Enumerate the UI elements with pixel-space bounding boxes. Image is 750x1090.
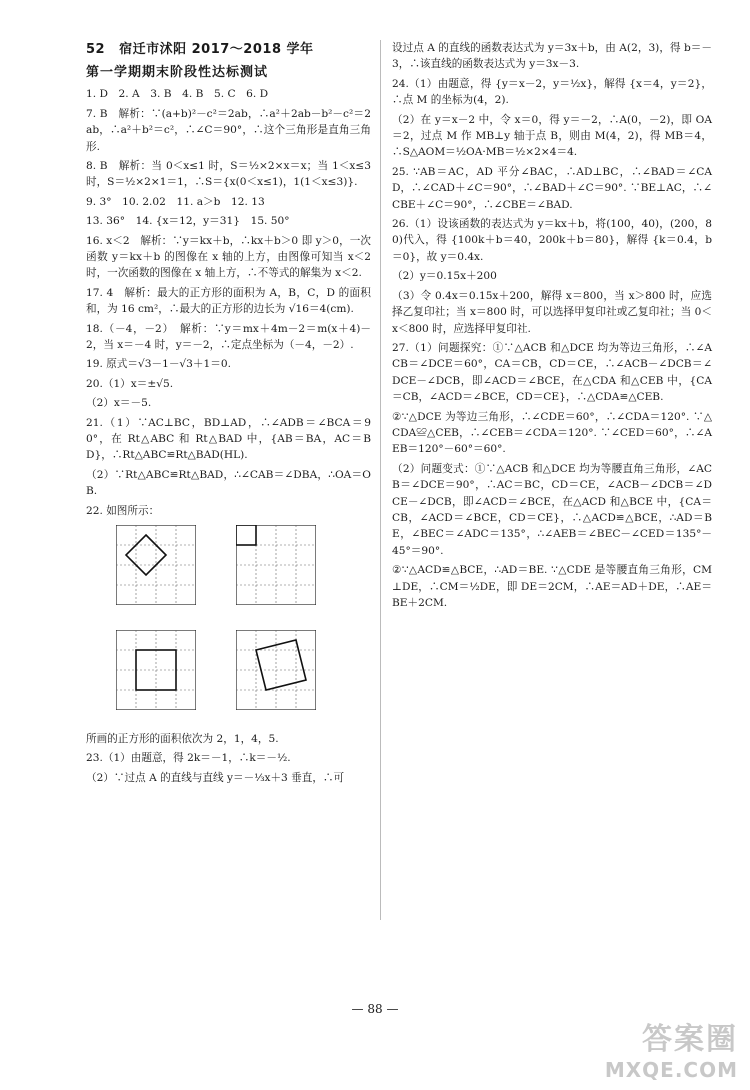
answer-23-1: 23.（1）由题意，得 2k＝－1，∴k＝－½. bbox=[86, 752, 291, 765]
title-line-1: 宿迁市沭阳 2017～2018 学年 bbox=[119, 42, 314, 57]
watermark-line-1: 答案圈 bbox=[642, 1022, 738, 1057]
watermark-line-2: MXQE.COM bbox=[604, 1058, 738, 1082]
watermark-logo bbox=[605, 1014, 738, 1082]
answer-24-1: 24.（1）由题意，得 {y＝x－2，y＝½x}，解得 {x＝4，y＝2}，∴点 M 的坐标为(4，2). bbox=[392, 77, 712, 107]
square-grid-figures bbox=[116, 525, 376, 725]
title-line-2: 第一学期期末阶段性达标测试 bbox=[86, 65, 269, 81]
answer-27-1-1: 27.（1）问题探究：①∵△ACB 和△DCE 均为等边三角形，∴∠ACB＝∠DCE＝60°，CA＝CB，CD＝CE，∴∠ACB－∠DCB＝∠DCE－∠DCB，即∠ACD＝∠BCE，在△CDA 和△CEB 中，{CA＝CB，∠ACD＝∠BCE，CD＝CE}，∴△CDA≌△CEB. bbox=[392, 341, 712, 404]
page-number: — 88 — bbox=[351, 1002, 399, 1016]
section-number: 52 bbox=[86, 42, 106, 57]
answer-19: 19. 原式＝√3－1－√3＋1＝0. bbox=[86, 358, 231, 371]
answer-13-15: 13. 36° 14. {x＝12，y＝31} 15. 50° bbox=[86, 215, 290, 228]
answer-18: 18.（－4，－2） 解析：∵y＝mx＋4m－2＝m(x＋4)－2，当 x＝－4 时，y＝－2，∴定点坐标为（－4，－2）. bbox=[86, 322, 371, 351]
answer-17: 17. 4 解析：最大的正方形的面积为 A，B，C，D 的面积和，为 16 cm²，∴最大的正方形的边长为 √16＝4(cm). bbox=[86, 286, 371, 316]
answer-16: 16. x＜2 解析：∵y＝kx＋b，∴kx＋b＞0 即 y＞0，一次函数 y＝kx＋b 的图像在 x 轴的上方，由图像可知当 x＜2 时，一次函数的图像在 x 轴上方，∴不等式的解集为 x＜2. bbox=[86, 234, 371, 280]
grid-figure-2 bbox=[236, 525, 316, 605]
grid-figure-1 bbox=[116, 525, 196, 605]
grid-figure-3 bbox=[116, 630, 196, 710]
answer-21-2: （2）∵Rt△ABC≌Rt△BAD，∴∠CAB＝∠DBA，∴OA＝OB. bbox=[86, 468, 371, 498]
answer-22: 22. 如图所示： bbox=[86, 504, 160, 517]
answer-21-1: 21.（1）∵AC⊥BC，BD⊥AD，∴∠ADB＝∠BCA＝90°，在 Rt△ABC 和 Rt△BAD 中，{AB＝BA，AC＝BD}，∴Rt△ABC≌Rt△BAD(HL). bbox=[86, 416, 371, 462]
answer-8: 8. B 解析：当 0＜x≤1 时，S＝½×2×x＝x；当 1＜x≤3 时，S＝½×2×1＝1，∴S＝{x(0＜x≤1)，1(1＜x≤3)}. bbox=[86, 159, 371, 189]
answer-26-3: （3）令 0.4x＝0.15x＋200，解得 x＝800，当 x＞800 时，应选择乙复印社；当 x＝800 时，可以选择甲复印社或乙复印社；当 0＜x＜800 时，应选择甲复印社. bbox=[392, 289, 712, 335]
answer-23-cont: 设过点 A 的直线的函数表达式为 y＝3x＋b，由 A(2，3)，得 b＝－3，∴该直线的函数表达式为 y＝3x－3. bbox=[392, 42, 712, 71]
answer-20-2: （2）x＝－5. bbox=[86, 397, 152, 410]
answer-26-1: 26.（1）设该函数的表达式为 y＝kx＋b，将(100，40)，(200，80)代入，得 {100k＋b＝40，200k＋b＝80}，解得 {k＝0.4，b＝0}，故 y＝0.4x. bbox=[392, 218, 712, 263]
answer-27-2-2: ②∵△ACD≌△BCE，∴AD＝BE. ∵△CDE 是等腰直角三角形，CM⊥DE，∴CM＝½DE，即 DE＝2CM，∴AE＝AD＋DE，∴AE＝BE＋2CM. bbox=[392, 564, 712, 609]
answer-1-6: 1. D 2. A 3. B 4. B 5. C 6. D bbox=[86, 88, 269, 101]
answer-27-1-2: ②∵△DCE 为等边三角形，∴∠CDE＝60°，∴∠CDA＝120°. ∵△CDA≌△CEB，∴∠CEB＝∠CDA＝120°. ∵∠CED＝60°，∴∠AEB＝120°－60°＝60°. bbox=[392, 410, 712, 456]
section-title bbox=[86, 40, 371, 60]
answer-20-1: 20.（1）x＝±√5. bbox=[86, 377, 174, 390]
answer-27-2-1: （2）问题变式：①∵△ACB 和△DCE 均为等腰直角三角形，∠ACB＝∠DCE＝90°，∴AC＝BC，CD＝CE，∠ACB－∠DCB＝∠DCE－∠DCB，即∠ACD＝∠BCE，在△ACD 和△BCE 中，{CA＝CB，∠ACD＝∠BCE，CD＝CE}，∴△ACD≌△BCE，∴AD＝BE，∠BEC＝∠ADC＝135°，∴∠AEB＝∠BEC－∠CED＝135°－45°＝90°. bbox=[392, 462, 712, 557]
grid-figure-4 bbox=[236, 630, 316, 710]
answer-22-areas: 所画的正方形的面积依次为 2，1，4，5. bbox=[86, 733, 279, 746]
left-column bbox=[86, 40, 371, 789]
answer-24-2: （2）在 y＝x－2 中，令 x＝0，得 y＝－2，∴A(0，－2)，即 OA＝2，过点 M 作 MB⊥y 轴于点 B，则由 M(4，2)，得 MB＝4，∴S△AOM＝½OA·MB＝½×2×4＝4. bbox=[392, 113, 712, 159]
right-column bbox=[392, 40, 712, 614]
answer-9-12: 9. 3° 10. 2.02 11. a＞b 12. 13 bbox=[86, 195, 265, 208]
answer-23-2: （2）∵过点 A 的直线与直线 y＝－⅓x＋3 垂直，∴可 bbox=[86, 771, 345, 784]
answer-7: 7. B 解析：∵(a+b)²－c²＝2ab，∴a²＋2ab－b²－c²＝2ab，∴a²＋b²＝c²，∴∠C＝90°，∴这个三角形是直角三角形. bbox=[86, 107, 371, 153]
answer-26-2: （2）y＝0.15x＋200 bbox=[392, 270, 497, 283]
column-divider bbox=[380, 40, 381, 920]
answer-25: 25. ∵AB＝AC，AD 平分∠BAC，∴AD⊥BC，∴∠BAD＝∠CAD，∴∠CAD＋∠C＝90°，∴∠BAD＋∠C＝90°. ∵BE⊥AC，∴∠CBE＋∠C＝90°，∴∠CBE＝∠BAD. bbox=[392, 165, 712, 211]
